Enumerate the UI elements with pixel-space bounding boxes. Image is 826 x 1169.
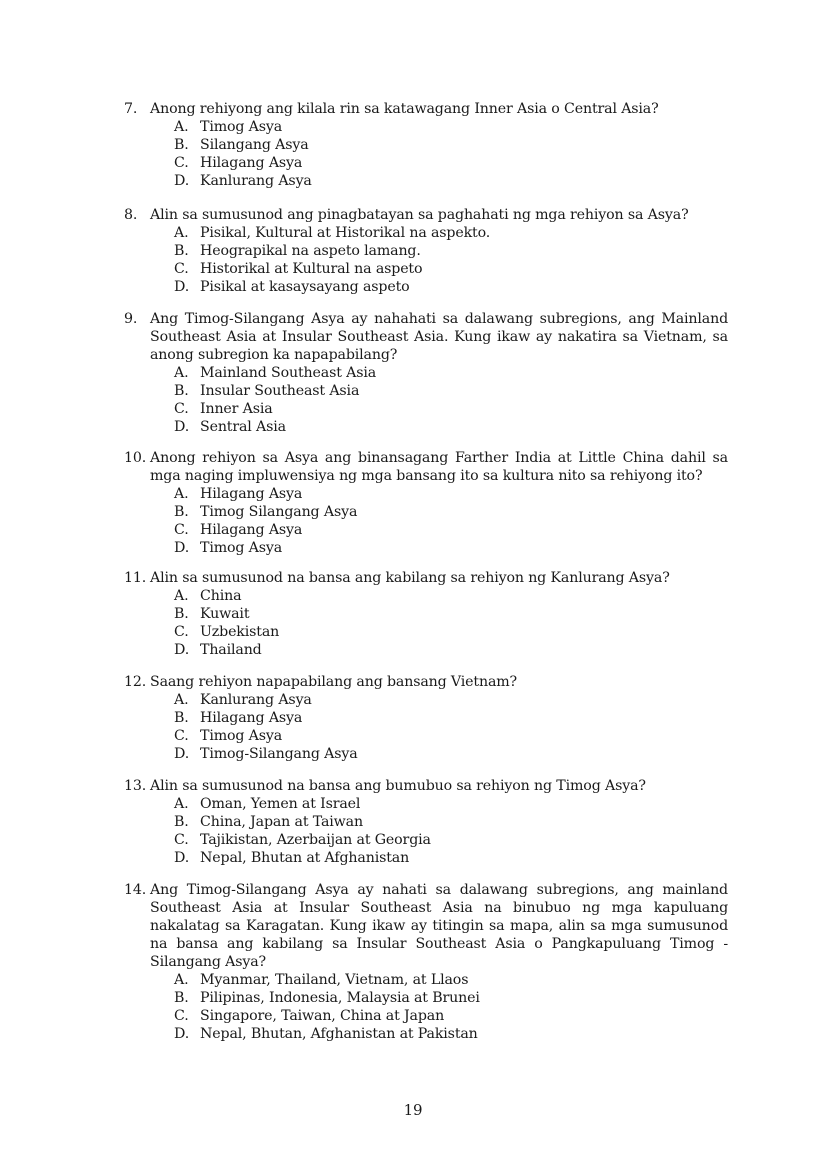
question-14 <box>124 881 728 1043</box>
option-text: Singapore, Taiwan, China at Japan <box>200 1008 445 1024</box>
option-b <box>174 813 728 831</box>
option-a <box>174 224 728 242</box>
option-text: Inner Asia <box>200 401 273 417</box>
option-letter: D. <box>174 540 190 556</box>
question-number: 14. <box>124 882 147 898</box>
option-b <box>174 382 728 400</box>
options-list <box>124 971 728 1043</box>
question-text: Saang rehiyon napapabilang ang bansang Vietnam? <box>150 674 518 690</box>
option-letter: D. <box>174 746 190 762</box>
option-letter: A. <box>174 225 189 241</box>
option-d <box>174 539 728 557</box>
option-letter: C. <box>174 401 189 417</box>
option-a <box>174 691 728 709</box>
question-8 <box>124 206 728 296</box>
option-letter: D. <box>174 1026 190 1042</box>
option-a <box>174 971 728 989</box>
option-letter: C. <box>174 832 189 848</box>
option-letter: A. <box>174 119 189 135</box>
option-letter: B. <box>174 243 189 259</box>
option-letter: C. <box>174 522 189 538</box>
option-text: China, Japan at Taiwan <box>200 814 363 830</box>
question-stem <box>124 310 728 364</box>
option-letter: A. <box>174 486 189 502</box>
question-text: Anong rehiyon sa Asya ang binansagang Farther India at Little China dahil sa mga naging impluwensiya ng mga bansang ito sa kultura nito sa rehiyong ito? <box>150 450 728 484</box>
option-d <box>174 641 728 659</box>
question-stem <box>124 206 728 224</box>
option-letter: B. <box>174 383 189 399</box>
option-d <box>174 849 728 867</box>
option-a <box>174 795 728 813</box>
option-letter: B. <box>174 504 189 520</box>
option-letter: D. <box>174 279 190 295</box>
option-letter: C. <box>174 261 189 277</box>
question-10 <box>124 449 728 557</box>
option-c <box>174 831 728 849</box>
option-text: Myanmar, Thailand, Vietnam, at Llaos <box>200 972 469 988</box>
option-letter: A. <box>174 692 189 708</box>
option-b <box>174 503 728 521</box>
option-letter: C. <box>174 1008 189 1024</box>
question-11 <box>124 569 728 659</box>
option-d <box>174 1025 728 1043</box>
option-letter: A. <box>174 972 189 988</box>
option-text: Nepal, Bhutan at Afghanistan <box>200 850 410 866</box>
options-list <box>124 364 728 436</box>
option-text: Pisikal at kasaysayang aspeto <box>200 279 410 295</box>
option-d <box>174 172 728 190</box>
question-stem <box>124 569 728 587</box>
options-list <box>124 587 728 659</box>
option-letter: D. <box>174 642 190 658</box>
option-a <box>174 118 728 136</box>
option-text: Tajikistan, Azerbaijan at Georgia <box>200 832 431 848</box>
option-b <box>174 605 728 623</box>
question-stem <box>124 449 728 485</box>
options-list <box>124 118 728 190</box>
question-text: Alin sa sumusunod na bansa ang kabilang sa rehiyon ng Kanlurang Asya? <box>150 570 670 586</box>
option-text: Timog Asya <box>200 540 283 556</box>
option-letter: B. <box>174 606 189 622</box>
option-text: Timog Silangang Asya <box>200 504 358 520</box>
options-list <box>124 795 728 867</box>
question-text: Ang Timog-Silangang Asya ay nahahati sa dalawang subregions, ang Mainland Southeast Asia at Insular Southeast Asia. Kung ikaw ay nakatira sa Vietnam, sa anong subregion ka napapabilang? <box>150 311 728 363</box>
option-c <box>174 1007 728 1025</box>
option-letter: D. <box>174 173 190 189</box>
option-d <box>174 278 728 296</box>
option-letter: B. <box>174 814 189 830</box>
question-number: 11. <box>124 570 147 586</box>
question-number: 12. <box>124 674 147 690</box>
option-c <box>174 623 728 641</box>
option-text: Pilipinas, Indonesia, Malaysia at Brunei <box>200 990 480 1006</box>
option-text: Kanlurang Asya <box>200 692 312 708</box>
option-letter: C. <box>174 155 189 171</box>
option-text: Mainland Southeast Asia <box>200 365 377 381</box>
question-number: 10. <box>124 450 147 466</box>
option-letter: D. <box>174 850 190 866</box>
option-text: Hilagang Asya <box>200 710 303 726</box>
options-list <box>124 485 728 557</box>
option-text: China <box>200 588 242 604</box>
option-b <box>174 989 728 1007</box>
option-b <box>174 136 728 154</box>
question-text: Alin sa sumusunod na bansa ang bumubuo sa rehiyon ng Timog Asya? <box>150 778 646 794</box>
option-letter: B. <box>174 710 189 726</box>
question-text: Alin sa sumusunod ang pinagbatayan sa paghahati ng mga rehiyon sa Asya? <box>150 207 689 223</box>
option-text: Insular Southeast Asia <box>200 383 360 399</box>
options-list <box>124 691 728 763</box>
page-number: 19 <box>403 1101 423 1119</box>
option-text: Silangang Asya <box>200 137 309 153</box>
question-7 <box>124 100 728 190</box>
question-number: 7. <box>124 101 138 117</box>
option-a <box>174 485 728 503</box>
option-text: Uzbekistan <box>200 624 280 640</box>
question-stem <box>124 777 728 795</box>
question-text: Ang Timog-Silangang Asya ay nahati sa dalawang subregions, ang mainland Southeast Asia at Insular Southeast Asia na binubuo ng mga kapuluang nakalatag sa Karagatan. Kung ikaw ay titingin sa mapa, alin sa mga sumusunod na bansa ang kabilang sa Insular Southeast Asia o Pangkapuluang Timog -Silangang Asya? <box>150 882 728 970</box>
question-number: 8. <box>124 207 138 223</box>
question-12 <box>124 673 728 763</box>
option-text: Timog Asya <box>200 728 283 744</box>
option-c <box>174 400 728 418</box>
option-text: Timog-Silangang Asya <box>200 746 358 762</box>
option-letter: B. <box>174 990 189 1006</box>
option-c <box>174 521 728 539</box>
option-letter: A. <box>174 588 189 604</box>
option-text: Heograpikal na aspeto lamang. <box>200 243 421 259</box>
option-text: Hilagang Asya <box>200 155 303 171</box>
option-text: Sentral Asia <box>200 419 286 435</box>
option-c <box>174 154 728 172</box>
option-text: Nepal, Bhutan, Afghanistan at Pakistan <box>200 1026 478 1042</box>
option-text: Kuwait <box>200 606 250 622</box>
option-text: Oman, Yemen at Israel <box>200 796 361 812</box>
option-text: Kanlurang Asya <box>200 173 312 189</box>
option-text: Historikal at Kultural na aspeto <box>200 261 423 277</box>
option-letter: A. <box>174 365 189 381</box>
option-a <box>174 364 728 382</box>
question-number: 9. <box>124 311 138 327</box>
question-number: 13. <box>124 778 147 794</box>
question-9 <box>124 310 728 436</box>
option-text: Pisikal, Kultural at Historikal na aspekto. <box>200 225 491 241</box>
option-letter: D. <box>174 419 190 435</box>
option-b <box>174 709 728 727</box>
question-text: Anong rehiyong ang kilala rin sa katawagang Inner Asia o Central Asia? <box>150 101 659 117</box>
question-stem <box>124 881 728 971</box>
question-13 <box>124 777 728 867</box>
option-letter: C. <box>174 728 189 744</box>
option-text: Hilagang Asya <box>200 522 303 538</box>
option-c <box>174 260 728 278</box>
option-c <box>174 727 728 745</box>
option-d <box>174 745 728 763</box>
options-list <box>124 224 728 296</box>
option-d <box>174 418 728 436</box>
option-b <box>174 242 728 260</box>
option-letter: B. <box>174 137 189 153</box>
option-text: Hilagang Asya <box>200 486 303 502</box>
question-stem <box>124 673 728 691</box>
option-text: Thailand <box>200 642 262 658</box>
question-stem <box>124 100 728 118</box>
option-text: Timog Asya <box>200 119 283 135</box>
option-letter: A. <box>174 796 189 812</box>
option-a <box>174 587 728 605</box>
option-letter: C. <box>174 624 189 640</box>
